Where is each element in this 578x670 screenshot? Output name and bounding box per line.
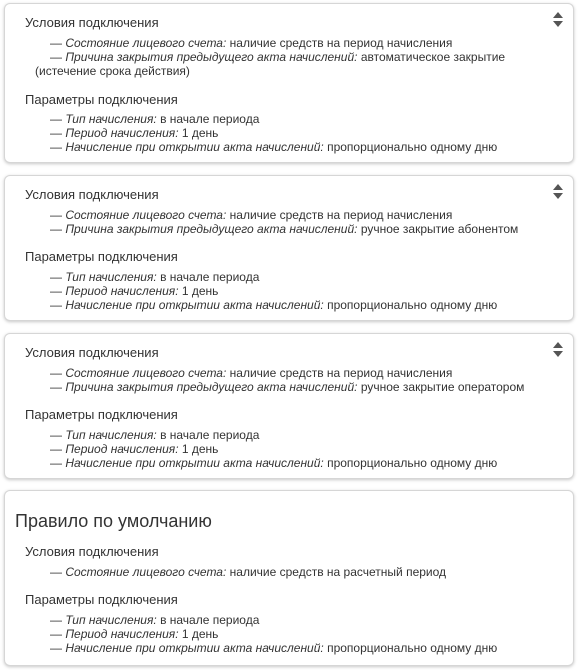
conditions-title: Условия подключения: [25, 15, 159, 30]
sort-updown-icon[interactable]: [552, 341, 564, 358]
conditions-title: Условия подключения: [25, 187, 159, 202]
param-item: — Начисление при открытии акта начислений: пропорционально одному дню: [50, 641, 498, 655]
params-title: Параметры подключения: [25, 592, 178, 607]
rule-card-1[interactable]: [4, 3, 574, 163]
param-item: — Период начисления: 1 день: [50, 627, 219, 641]
sort-updown-icon[interactable]: [552, 183, 564, 200]
param-item: — Начисление при открытии акта начислений: пропорционально одному дню: [50, 140, 498, 154]
conditions-title: Условия подключения: [25, 544, 159, 559]
default-rule-title: Правило по умолчанию: [15, 511, 212, 531]
condition-item: — Причина закрытия предыдущего акта начислений: ручное закрытие оператором: [50, 380, 525, 394]
param-item: — Тип начисления: в начале периода: [50, 613, 260, 627]
params-title: Параметры подключения: [25, 92, 178, 107]
condition-item: — Состояние лицевого счета: наличие средств на период начисления: [50, 208, 453, 222]
params-title: Параметры подключения: [25, 407, 178, 422]
params-title: Параметры подключения: [25, 249, 178, 264]
param-item: — Период начисления: 1 день: [50, 126, 219, 140]
condition-item: — Состояние лицевого счета: наличие средств на период начисления: [50, 366, 453, 380]
param-item: — Начисление при открытии акта начислений: пропорционально одному дню: [50, 456, 498, 470]
conditions-title: Условия подключения: [25, 345, 159, 360]
param-item: — Тип начисления: в начале периода: [50, 270, 260, 284]
rule-card-2[interactable]: [4, 175, 574, 321]
condition-item: — Причина закрытия предыдущего акта начислений: ручное закрытие абонентом: [50, 222, 519, 236]
condition-item: — Состояние лицевого счета: наличие средств на период начисления: [50, 36, 453, 50]
param-item: — Тип начисления: в начале периода: [50, 428, 260, 442]
param-item: — Начисление при открытии акта начислений: пропорционально одному дню: [50, 298, 498, 312]
param-item: — Период начисления: 1 день: [50, 284, 219, 298]
condition-item: — Причина закрытия предыдущего акта начислений: автоматическое закрытие (истечение срока действия): [35, 50, 506, 78]
sort-updown-icon[interactable]: [552, 11, 564, 28]
condition-item: — Состояние лицевого счета: наличие средств на расчетный период: [50, 565, 447, 579]
param-item: — Тип начисления: в начале периода: [50, 112, 260, 126]
rule-card-3[interactable]: [4, 333, 574, 479]
default-rule-card: [4, 490, 574, 666]
param-item: — Период начисления: 1 день: [50, 442, 219, 456]
